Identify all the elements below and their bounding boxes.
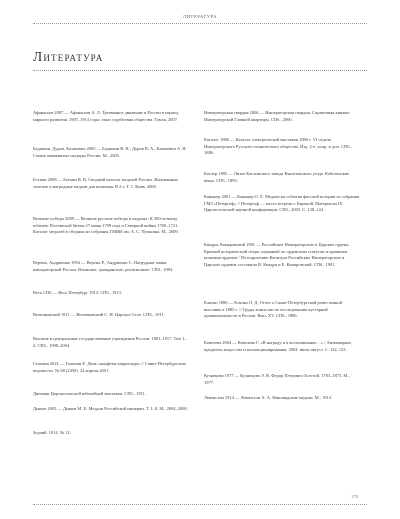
bibliography-entry: Квадри, Комаровский 1901 — Российские Императорские и Царские ордена. Краткий исторический очерк, изданный по орденским статутам и правилам ношения орденов / По поручению Капитула Российских Императорских и Царских орденов составили В. Квадри и Е. Комаровский. СПб., 1901.	[204, 242, 350, 267]
bibliography-entry: Зодчий. 1914. № 12.	[33, 430, 71, 435]
bibliography-entry: Бадяшин, Дуров, Казакевич 2005 — Бадяшин В. Н., Дуров В. А., Казакевич А. Н. Самые знаменитые награды России. М., 2005.	[33, 146, 187, 158]
bibliography-entry: Кузнецова 1977 — Кузнецова Э. В. Федор Петрович Толстой. 1783–1873. М., 1977.	[204, 373, 350, 385]
bibliography-entry: Высшие и центральные государственные учреждения России. 1801–1917. Том 1–4. СПб., 1998–2004.	[33, 336, 187, 348]
bibliography-entry: Афанасьев 2007 — Афанасьев А. Л. Трезвенное движение в России в период мирного развития. 1907–1914 годы: опыт содействия общества. Томск, 2007.	[33, 110, 179, 122]
bibliography-entry: Гальпин 2021 — Гальпин Е. День «конфеты-мармелада» // Санкт-Петербургские ведомости. № 68 (2458). 24 апреля 2001.	[33, 361, 186, 373]
page-number: 279	[351, 494, 358, 499]
bibliography-entry: Клячко 1886 — Клячко О. Д. Отчет о Санкт-Петербургской ремесленной выставке в 1885 г. // Труды комиссии по исследованию кустарной промышленности в России. Вып. XV. СПб., 1886.	[204, 300, 342, 319]
footer-divider	[33, 504, 367, 505]
bibliography-entry: Боткин 2008 — Боткин В. В. Сводный каталог медалей России. Жалованные золотые и наградные медали для ношения. В 2 т. Т. 1. Киев, 2008.	[33, 177, 178, 189]
bibliography-entry: Каталог 1886 — Каталог электрической выставки 1886 г. VI отдела Императорского Русского технического общества. Изд. 2-е, испр. и доп. СПб., 1886.	[204, 137, 352, 156]
bibliography-entry: Ковелева 2004 — Ковелева Г. «В награду и в воспоминание…» / Антиквариат, предметы искусства и коллекционирования. 2004. июль-август. С. 122–123.	[204, 340, 352, 352]
bibliography-entry: Веренъ, Андриенко 1994 — Веренъ Р., Андриенко С. Нагрудные знаки императорской России. Воинские, гражданские, религиозные. СПб., 1994.	[33, 260, 174, 272]
page-title: Литература	[33, 49, 104, 64]
bibliography-entry: Величковский 1911 — Величковский С. Н. Царское Село. СПб., 1911.	[33, 312, 165, 317]
header-divider	[33, 23, 367, 24]
bibliography-entry: Весь СПб — Весь Петербург 1913. СПб., 1913.	[33, 290, 122, 295]
bibliography-entry: Каслер 1895 — Литье Каслинского завода Кыштымского уезда. Каботенские вещи. СПб., 1895.	[204, 171, 350, 183]
bibliography-entry: Великие победы 2009 — Великие русские победы в медалях: К 300-летнему юбилею Полтавской битвы 27 июня 1709 года и Северной войны 1700–1721. Каталог медалей в сборник из собрания ГМИИ им. А. С. Пушкина. М., 2009.	[33, 216, 179, 235]
bibliography-entry: Императорская гвардия 2006 — Императорская гвардия. Справочная книжка Императорской Главной квартиры. СПб., 2006.	[204, 110, 350, 122]
bibliography-entry: Левенстон 1914 — Левенстон А. А. Финляндские медали. М., 1914.	[204, 395, 332, 400]
bibliography-entry: Каныкер 2001 — Каныкер О. Е. Медали на события фисской истории из собрания ГМЗ «Петергоф» // Петергоф — место встречи с Европой. Материалы IX Царскосельской научной конференции. СПб., 2003. С. 138–144.	[204, 194, 360, 213]
running-header: ЛИТЕРАТУРА	[182, 14, 218, 19]
bibliography-entry: Дневник Царскосельской юбилейной выставки. СПб., 1911.	[33, 391, 146, 396]
bibliography-entry: Дьяков 2005 — Дьяков М. Е. Медали Российской империи. Т. 1–8. М., 2004–2008.	[33, 406, 188, 411]
title-divider	[33, 70, 367, 71]
